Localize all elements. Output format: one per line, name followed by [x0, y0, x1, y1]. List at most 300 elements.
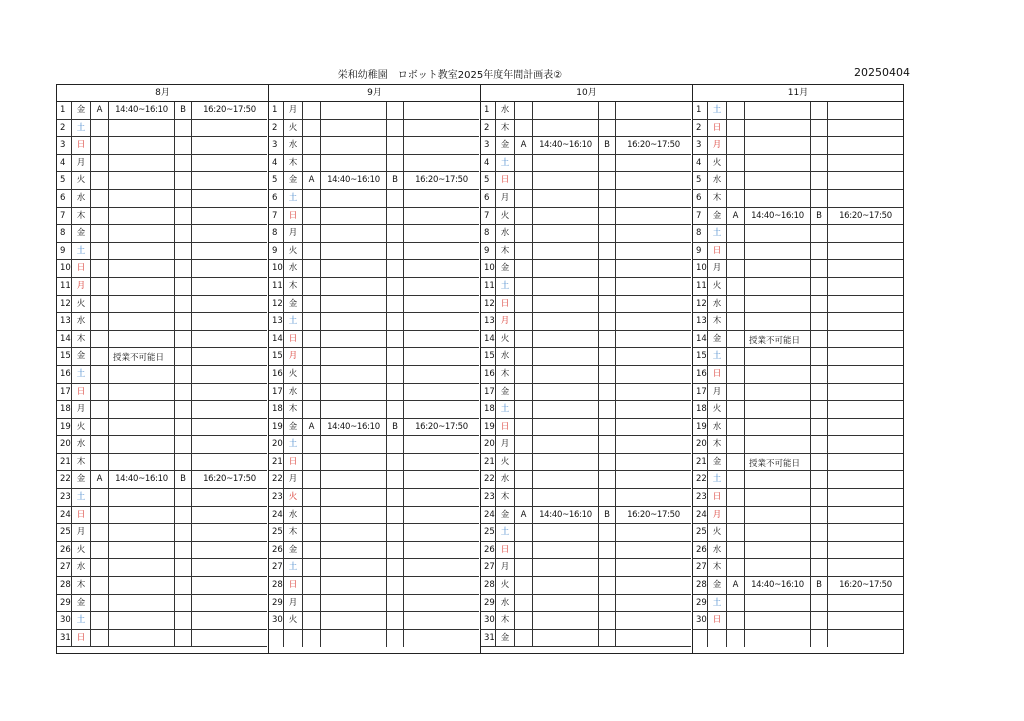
weekday: 日	[72, 260, 91, 278]
class-b-label	[599, 384, 616, 402]
weekday: 月	[72, 401, 91, 419]
class-b-time	[404, 208, 479, 226]
class-a-time	[321, 630, 387, 648]
weekday: 日	[708, 612, 727, 630]
class-a-label	[303, 243, 321, 261]
class-a-time	[321, 296, 387, 314]
class-a-time	[745, 559, 811, 577]
class-b-time	[404, 296, 479, 314]
class-a-label	[515, 401, 533, 419]
class-b-label	[811, 489, 828, 507]
class-b-label	[599, 577, 616, 595]
class-a-time	[321, 313, 387, 331]
class-b-time	[192, 507, 267, 525]
day-number: 17	[693, 384, 708, 402]
class-a-label	[303, 384, 321, 402]
class-b-time	[404, 225, 479, 243]
day-number: 27	[57, 559, 72, 577]
weekday: 土	[284, 559, 303, 577]
class-b-time	[192, 172, 267, 190]
class-b-time	[404, 577, 479, 595]
class-b-label	[811, 260, 828, 278]
class-b-label	[387, 471, 404, 489]
class-b-label	[599, 120, 616, 138]
class-b-time	[192, 331, 267, 349]
day-number: 22	[269, 471, 284, 489]
class-b-time	[616, 577, 691, 595]
class-a-time	[533, 260, 599, 278]
class-a-label	[515, 595, 533, 613]
class-b-time	[192, 559, 267, 577]
class-b-time	[616, 366, 691, 384]
day-number: 26	[57, 542, 72, 560]
month-grid	[269, 102, 479, 647]
class-a-time	[533, 419, 599, 437]
class-a-label	[91, 507, 109, 525]
day-number: 10	[269, 260, 284, 278]
class-b-time	[828, 595, 903, 613]
day-number: 1	[481, 102, 496, 120]
day-number: 26	[693, 542, 708, 560]
day-number: 4	[693, 155, 708, 173]
class-b-time: 16:20~17:50	[192, 102, 267, 120]
weekday: 金	[284, 172, 303, 190]
class-a-time	[109, 331, 175, 349]
class-a-label	[727, 524, 745, 542]
weekday: 木	[708, 313, 727, 331]
day-number: 2	[693, 120, 708, 138]
class-a-label	[515, 348, 533, 366]
class-a-label	[303, 190, 321, 208]
class-a-time	[533, 172, 599, 190]
class-b-label	[175, 348, 192, 366]
class-b-time: 16:20~17:50	[828, 577, 903, 595]
day-number: 25	[57, 524, 72, 542]
class-b-label	[175, 172, 192, 190]
class-b-label	[599, 401, 616, 419]
class-a-label	[303, 102, 321, 120]
day-number	[269, 630, 284, 648]
class-b-label	[811, 155, 828, 173]
class-a-time	[533, 296, 599, 314]
class-b-time	[828, 507, 903, 525]
weekday: 日	[708, 243, 727, 261]
class-a-time	[533, 595, 599, 613]
class-a-label: A	[91, 471, 109, 489]
weekday: 火	[496, 577, 515, 595]
class-a-label: A	[727, 577, 745, 595]
class-a-label	[91, 577, 109, 595]
class-b-label	[599, 172, 616, 190]
class-a-label	[515, 419, 533, 437]
day-number: 12	[269, 296, 284, 314]
class-a-label	[303, 507, 321, 525]
day-number: 22	[693, 471, 708, 489]
weekday: 木	[708, 436, 727, 454]
weekday: 金	[72, 102, 91, 120]
day-number: 11	[693, 278, 708, 296]
weekday: 水	[708, 419, 727, 437]
class-b-time	[828, 559, 903, 577]
day-number: 31	[481, 630, 496, 648]
day-number: 26	[481, 542, 496, 560]
weekday: 月	[708, 260, 727, 278]
weekday: 火	[496, 331, 515, 349]
weekday: 金	[496, 137, 515, 155]
class-b-label: B	[387, 419, 404, 437]
class-a-label	[91, 454, 109, 472]
day-number: 19	[481, 419, 496, 437]
weekday: 木	[284, 401, 303, 419]
class-a-time	[109, 507, 175, 525]
class-b-label	[175, 436, 192, 454]
class-a-label	[91, 559, 109, 577]
class-b-time	[404, 348, 479, 366]
day-number: 12	[481, 296, 496, 314]
day-number: 16	[481, 366, 496, 384]
class-a-label	[515, 454, 533, 472]
class-a-time: 14:40~16:10	[109, 102, 175, 120]
class-a-label	[727, 120, 745, 138]
class-a-time: 14:40~16:10	[109, 471, 175, 489]
class-b-label	[387, 384, 404, 402]
class-a-label	[727, 630, 745, 648]
class-b-time	[404, 542, 479, 560]
class-a-time: 14:40~16:10	[745, 577, 811, 595]
class-b-label	[387, 612, 404, 630]
weekday: 土	[708, 102, 727, 120]
class-b-label	[811, 137, 828, 155]
class-b-time	[616, 331, 691, 349]
day-number: 18	[481, 401, 496, 419]
weekday: 木	[72, 454, 91, 472]
class-a-label	[303, 630, 321, 648]
class-b-time	[828, 172, 903, 190]
weekday: 火	[72, 542, 91, 560]
class-a-label	[515, 524, 533, 542]
class-b-time	[404, 454, 479, 472]
class-b-time	[616, 471, 691, 489]
class-a-time	[745, 172, 811, 190]
class-b-label	[387, 366, 404, 384]
weekday: 月	[708, 384, 727, 402]
class-a-label: A	[727, 208, 745, 226]
day-number: 16	[269, 366, 284, 384]
weekday: 土	[708, 225, 727, 243]
class-b-label	[387, 313, 404, 331]
class-a-time	[533, 120, 599, 138]
weekday: 水	[284, 384, 303, 402]
class-a-time	[109, 559, 175, 577]
day-number: 28	[693, 577, 708, 595]
class-a-time	[533, 366, 599, 384]
class-b-time	[192, 155, 267, 173]
class-b-time	[828, 471, 903, 489]
day-number: 3	[269, 137, 284, 155]
weekday: 水	[496, 348, 515, 366]
weekday: 火	[72, 172, 91, 190]
class-b-time	[192, 401, 267, 419]
class-a-time	[321, 208, 387, 226]
class-b-label	[811, 278, 828, 296]
weekday: 日	[708, 489, 727, 507]
weekday: 月	[284, 102, 303, 120]
class-a-time	[109, 384, 175, 402]
day-number: 4	[269, 155, 284, 173]
class-a-label	[727, 278, 745, 296]
class-b-label	[387, 225, 404, 243]
class-a-time	[745, 612, 811, 630]
month-header: 8月	[57, 85, 268, 102]
class-b-time	[828, 190, 903, 208]
day-number: 7	[269, 208, 284, 226]
class-a-label	[727, 190, 745, 208]
class-b-time	[828, 454, 903, 472]
class-b-time	[616, 313, 691, 331]
class-a-label	[303, 454, 321, 472]
class-b-label	[811, 172, 828, 190]
month-header: 11月	[693, 85, 903, 102]
class-b-time	[192, 542, 267, 560]
class-a-time	[321, 348, 387, 366]
class-b-time	[616, 243, 691, 261]
weekday: 火	[284, 366, 303, 384]
day-number: 17	[481, 384, 496, 402]
class-a-label	[303, 436, 321, 454]
day-number: 29	[481, 595, 496, 613]
class-b-label	[387, 208, 404, 226]
class-b-label	[175, 419, 192, 437]
class-b-label	[387, 507, 404, 525]
class-b-time	[404, 559, 479, 577]
class-b-time	[192, 208, 267, 226]
class-a-time	[109, 190, 175, 208]
class-b-time	[616, 296, 691, 314]
class-a-label	[515, 208, 533, 226]
weekday: 火	[72, 419, 91, 437]
class-a-label	[727, 137, 745, 155]
class-a-time	[321, 542, 387, 560]
weekday: 日	[72, 384, 91, 402]
day-number: 23	[693, 489, 708, 507]
month-grid	[481, 102, 691, 647]
weekday: 月	[72, 155, 91, 173]
class-a-time	[745, 471, 811, 489]
class-a-time	[321, 190, 387, 208]
class-b-label	[387, 489, 404, 507]
day-number: 14	[481, 331, 496, 349]
day-number: 15	[481, 348, 496, 366]
weekday: 土	[72, 489, 91, 507]
day-number: 6	[269, 190, 284, 208]
class-b-label	[599, 190, 616, 208]
class-b-time	[828, 278, 903, 296]
class-a-label	[727, 419, 745, 437]
class-a-time	[109, 260, 175, 278]
weekday: 金	[708, 208, 727, 226]
class-a-time	[745, 419, 811, 437]
class-b-label	[811, 401, 828, 419]
class-b-label	[811, 436, 828, 454]
day-number: 23	[481, 489, 496, 507]
day-number: 14	[693, 331, 708, 349]
class-a-label	[91, 419, 109, 437]
day-number: 27	[269, 559, 284, 577]
weekday: 木	[284, 524, 303, 542]
class-b-label	[387, 559, 404, 577]
day-number: 19	[57, 419, 72, 437]
class-a-label	[727, 225, 745, 243]
class-a-time	[745, 401, 811, 419]
class-b-time: 16:20~17:50	[404, 419, 479, 437]
unavailable-day-note: 授業不可能日	[749, 459, 801, 469]
weekday: 金	[708, 454, 727, 472]
class-b-label	[175, 120, 192, 138]
class-a-time	[321, 559, 387, 577]
class-b-time	[616, 172, 691, 190]
class-b-time	[828, 630, 903, 648]
class-a-label	[91, 313, 109, 331]
day-number: 14	[57, 331, 72, 349]
class-a-label	[91, 489, 109, 507]
class-b-label	[811, 384, 828, 402]
class-b-time	[828, 419, 903, 437]
class-a-time	[533, 489, 599, 507]
day-number: 4	[481, 155, 496, 173]
class-a-label	[303, 225, 321, 243]
class-b-label	[175, 296, 192, 314]
month-header: 9月	[269, 85, 480, 102]
class-b-label	[599, 419, 616, 437]
class-a-time	[533, 384, 599, 402]
weekday: 火	[496, 208, 515, 226]
class-b-time	[192, 278, 267, 296]
class-a-label	[91, 260, 109, 278]
class-a-time	[109, 120, 175, 138]
class-b-time	[828, 260, 903, 278]
weekday: 日	[72, 137, 91, 155]
day-number: 27	[481, 559, 496, 577]
weekday: 月	[708, 137, 727, 155]
day-number: 18	[269, 401, 284, 419]
class-b-time	[616, 524, 691, 542]
day-number: 15	[57, 348, 72, 366]
class-a-label	[91, 331, 109, 349]
class-b-time	[192, 366, 267, 384]
class-a-label	[303, 208, 321, 226]
class-a-label	[91, 296, 109, 314]
class-a-time	[533, 401, 599, 419]
class-a-time	[321, 436, 387, 454]
weekday: 金	[284, 419, 303, 437]
class-b-time	[404, 436, 479, 454]
class-b-label	[599, 331, 616, 349]
class-b-label: B	[811, 577, 828, 595]
class-a-label: A	[303, 419, 321, 437]
class-b-label	[811, 296, 828, 314]
class-a-time	[321, 471, 387, 489]
class-a-time	[745, 595, 811, 613]
class-b-label	[387, 278, 404, 296]
class-b-label	[599, 366, 616, 384]
class-b-label	[811, 366, 828, 384]
class-a-label	[727, 542, 745, 560]
class-b-label	[387, 243, 404, 261]
class-b-label	[599, 155, 616, 173]
class-a-time	[745, 225, 811, 243]
day-number: 2	[481, 120, 496, 138]
class-b-label	[175, 190, 192, 208]
class-b-time	[404, 366, 479, 384]
day-number: 9	[57, 243, 72, 261]
unavailable-day-note: 授業不可能日	[113, 353, 165, 364]
class-a-time	[745, 190, 811, 208]
class-b-label	[387, 542, 404, 560]
day-number: 7	[57, 208, 72, 226]
day-number: 9	[269, 243, 284, 261]
class-a-time	[745, 278, 811, 296]
class-b-time	[828, 489, 903, 507]
weekday: 木	[708, 559, 727, 577]
weekday: 火	[496, 454, 515, 472]
annual-calendar-table	[56, 84, 904, 654]
weekday: 日	[496, 172, 515, 190]
weekday: 水	[72, 559, 91, 577]
class-a-time	[109, 137, 175, 155]
class-a-time	[533, 243, 599, 261]
day-number: 25	[481, 524, 496, 542]
class-b-label	[175, 260, 192, 278]
class-b-label	[811, 612, 828, 630]
class-a-label	[91, 595, 109, 613]
class-b-label	[811, 348, 828, 366]
day-number: 14	[269, 331, 284, 349]
class-b-label	[387, 155, 404, 173]
class-a-time	[321, 489, 387, 507]
class-a-label: A	[515, 137, 533, 155]
day-number: 18	[57, 401, 72, 419]
day-number: 31	[57, 630, 72, 648]
class-b-time	[404, 630, 479, 648]
class-b-label	[175, 137, 192, 155]
class-a-time	[533, 102, 599, 120]
class-a-label	[91, 208, 109, 226]
weekday: 水	[72, 313, 91, 331]
day-number: 30	[269, 612, 284, 630]
class-b-time	[616, 595, 691, 613]
day-number: 8	[693, 225, 708, 243]
class-b-time	[616, 102, 691, 120]
class-a-label	[515, 577, 533, 595]
class-b-label	[599, 524, 616, 542]
class-b-time	[828, 120, 903, 138]
class-b-label	[175, 559, 192, 577]
class-b-time	[404, 278, 479, 296]
day-number: 17	[269, 384, 284, 402]
day-number: 24	[57, 507, 72, 525]
class-b-time	[616, 542, 691, 560]
day-number: 15	[269, 348, 284, 366]
class-a-label	[515, 612, 533, 630]
weekday: 木	[496, 120, 515, 138]
class-b-label	[175, 595, 192, 613]
class-b-label	[599, 296, 616, 314]
class-a-time: 14:40~16:10	[533, 137, 599, 155]
class-b-time	[828, 243, 903, 261]
day-number: 24	[693, 507, 708, 525]
day-number	[693, 630, 708, 648]
day-number: 5	[269, 172, 284, 190]
